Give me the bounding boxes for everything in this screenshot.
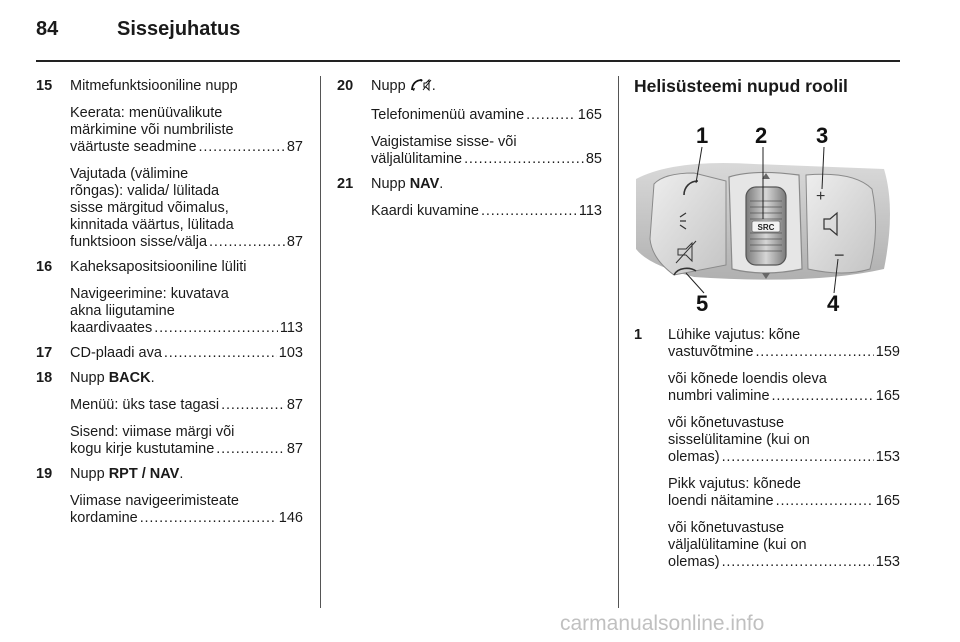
item-number: 1 [634,327,643,343]
volume-down-label: − [834,245,845,265]
dot-leader [526,107,576,124]
toc-text: väljalülitamine [371,151,463,167]
toc-line [668,493,900,510]
item-label: Mitmefunktsiooniline nupp [70,78,238,94]
dot-leader [776,493,874,510]
page-reference: 159 [875,344,900,360]
toc-line [70,345,303,362]
section-heading: Helisüsteemi nupud roolil [634,76,848,96]
text-line: või kõnetuvastuse [668,415,785,431]
dot-leader [772,388,874,405]
page-number: 84 [36,18,59,40]
item-number: 19 [36,466,53,482]
toc-text: vastuvõtmine [668,344,754,360]
list-item-20 [337,78,602,168]
item-paragraph [371,107,602,124]
button-name: BACK [108,370,151,386]
dot-leader [722,449,874,466]
toc-text: loendi näitamine [668,493,774,509]
toc-line [70,441,303,458]
page-reference: 153 [875,449,900,465]
column-divider-2 [618,76,619,608]
item-number: 21 [337,176,354,192]
item-paragraph [371,203,602,220]
volume-up-label: + [816,188,826,205]
item-paragraph [70,286,303,337]
dot-leader [154,320,278,337]
item-paragraph [371,134,602,168]
label-prefix: Nupp [371,78,410,94]
dot-leader [216,441,285,458]
item-paragraph [70,397,303,414]
item-paragraph [668,415,900,466]
toc-text: kogu kirje kustutamine [70,441,215,457]
button-name: RPT / NAV [108,466,180,482]
item-paragraph [70,493,303,527]
text-line: Keerata: menüüvalikute [70,105,223,121]
item-label: Kaheksapositsiooniline lüliti [70,259,247,275]
dot-leader [140,510,277,527]
toc-text: Kaardi kuvamine [371,203,479,219]
label-suffix: . [179,466,184,482]
callout-2: 2 [755,123,768,148]
text-line: sisse märgitud võimalus, [70,200,229,216]
src-label: SRC [757,223,775,232]
toc-line [371,151,602,168]
list-item-16 [36,259,303,337]
item-paragraph [668,520,900,571]
steering-wheel-controls-figure [634,109,900,313]
toc-text: funktsioon sisse/välja [70,234,208,250]
page-reference: 87 [286,397,303,413]
toc-text: Menüü: üks tase tagasi [70,397,220,413]
text-line: Navigeerimine: kuvatava [70,286,229,302]
label-prefix: Nupp [70,466,109,482]
toc-text: kaardivaates [70,320,153,336]
item-number: 20 [337,78,354,94]
column-3 [634,78,900,571]
list-item-15 [36,78,303,251]
toc-text: olemas) [668,449,720,465]
toc-line [70,397,303,414]
toc-line [70,320,303,337]
header-rule [36,60,900,62]
toc-line [668,554,900,571]
list-item-21 [337,176,602,220]
page-reference: 103 [278,345,303,361]
dot-leader [164,345,277,362]
toc-line [371,203,602,220]
item-number: 17 [36,345,53,361]
callout-1: 1 [696,123,709,148]
item-number: 16 [36,259,53,275]
dot-leader [221,397,285,414]
button-name: NAV [409,176,440,192]
dot-leader [755,344,873,361]
list-item-17 [36,345,303,362]
toc-line [668,388,900,405]
list-item-19 [36,466,303,527]
callout-3: 3 [816,123,829,148]
page-reference: 85 [585,151,602,167]
label-prefix: Nupp [70,370,109,386]
phone-mute-icon [410,78,432,97]
label-suffix: . [431,78,436,94]
text-line: Pikk vajutus: kõnede [668,476,801,492]
toc-text: CD-plaadi ava [70,345,162,361]
label-suffix: . [439,176,444,192]
text-line: Lühike vajutus: kõne [668,327,801,343]
text-line: kinnitada väärtus, lülitada [70,217,234,233]
dot-leader [464,151,584,168]
text-line: või kõnede loendis oleva [668,371,827,387]
toc-line [371,107,602,124]
item-number: 18 [36,370,53,386]
text-line: akna liigutamine [70,303,175,319]
left-control-pad [650,173,726,275]
toc-text: kordamine [70,510,138,526]
toc-text: väärtuste seadmine [70,139,197,155]
dot-leader [481,203,577,220]
item-paragraph [70,105,303,156]
item-paragraph [668,476,900,510]
text-line: rõngas): valida/ lülitada [70,183,220,199]
toc-line [70,139,303,156]
page-reference: 87 [286,441,303,457]
page-reference: 87 [286,139,303,155]
toc-text: olemas) [668,554,720,570]
toc-line [70,510,303,527]
toc-text: numbri valimine [668,388,770,404]
page-reference: 87 [286,234,303,250]
item-label [371,176,602,193]
item-label [70,466,303,483]
item-paragraph [70,166,303,251]
text-line: märkimine või numbriliste [70,122,234,138]
text-line: Vaigistamise sisse- või [371,134,517,150]
page-reference: 165 [875,388,900,404]
list-item-18 [36,370,303,458]
text-line: või kõnetuvastuse [668,520,785,536]
label-prefix: Nupp [371,176,410,192]
watermark: carmanualsonline.info [560,612,765,635]
toc-text: Telefonimenüü avamine [371,107,525,123]
dot-leader [209,234,285,251]
page-reference: 113 [578,203,602,219]
dot-leader [722,554,874,571]
page-reference: 153 [875,554,900,570]
item-label [371,78,602,97]
column-2 [337,78,602,220]
text-line: sisselülitamine (kui on [668,432,810,448]
steering-wheel-illustration [634,109,900,313]
toc-line [70,234,303,251]
page-reference: 165 [577,107,602,123]
callout-5: 5 [696,291,709,313]
column-divider-1 [320,76,321,608]
text-line: väljalülitamine (kui on [668,537,807,553]
page-reference: 165 [875,493,900,509]
page-reference: 113 [279,320,303,336]
item-label [70,370,303,387]
text-line: Viimase navigeerimisteate [70,493,239,509]
label-suffix: . [150,370,155,386]
callout-4: 4 [827,291,840,313]
column-1 [36,78,303,527]
text-line: Sisend: viimase märgi või [70,424,235,440]
item-paragraph [668,371,900,405]
text-line: Vajutada (välimine [70,166,189,182]
page-title: Sissejuhatus [117,18,241,40]
dot-leader [199,139,285,156]
page-reference: 146 [278,510,303,526]
list-item-1 [634,327,900,571]
toc-line [668,344,900,361]
toc-line [668,449,900,466]
item-number: 15 [36,78,53,94]
item-paragraph [70,424,303,458]
